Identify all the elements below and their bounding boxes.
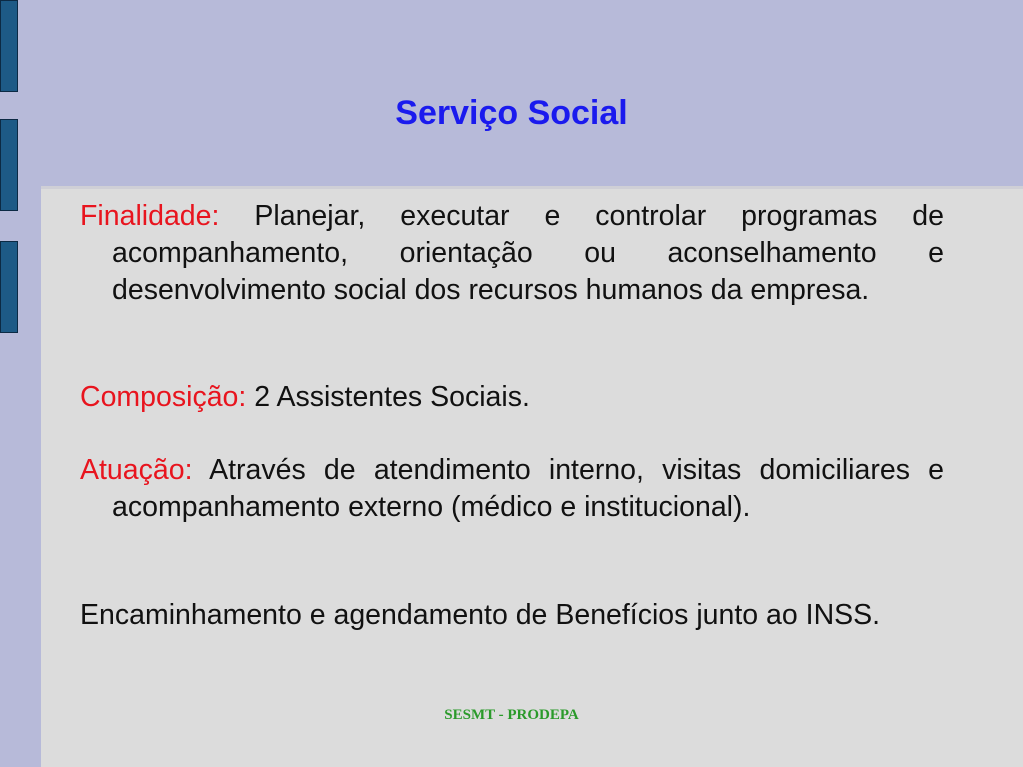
left-accent-bar-bottom <box>0 241 18 333</box>
text-composicao: 2 Assistentes Sociais. <box>246 381 530 413</box>
text-finalidade: Planejar, executar e controlar programas de acompanhamento, orientação ou aconselhamento e desenvolvimento social dos recursos humanos da empresa. <box>112 200 944 306</box>
paragraph-encaminhamento <box>80 597 944 634</box>
slide-footer: SESMT - PRODEPA <box>444 707 579 723</box>
paragraph-finalidade <box>80 198 944 309</box>
text-encaminhamento: Encaminhamento e agendamento de Benefícios junto ao INSS. <box>80 599 881 631</box>
left-accent-bar-top <box>0 0 18 92</box>
label-atuacao: Atuação: <box>80 454 193 486</box>
label-finalidade: Finalidade: <box>80 200 220 232</box>
paragraph-composicao <box>80 379 944 416</box>
text-atuacao: Através de atendimento interno, visitas domiciliares e acompanhamento externo (médico e institucional). <box>112 454 944 523</box>
paragraph-atuacao <box>80 452 944 526</box>
slide-title: Serviço Social <box>395 94 628 132</box>
label-composicao: Composição: <box>80 381 247 413</box>
